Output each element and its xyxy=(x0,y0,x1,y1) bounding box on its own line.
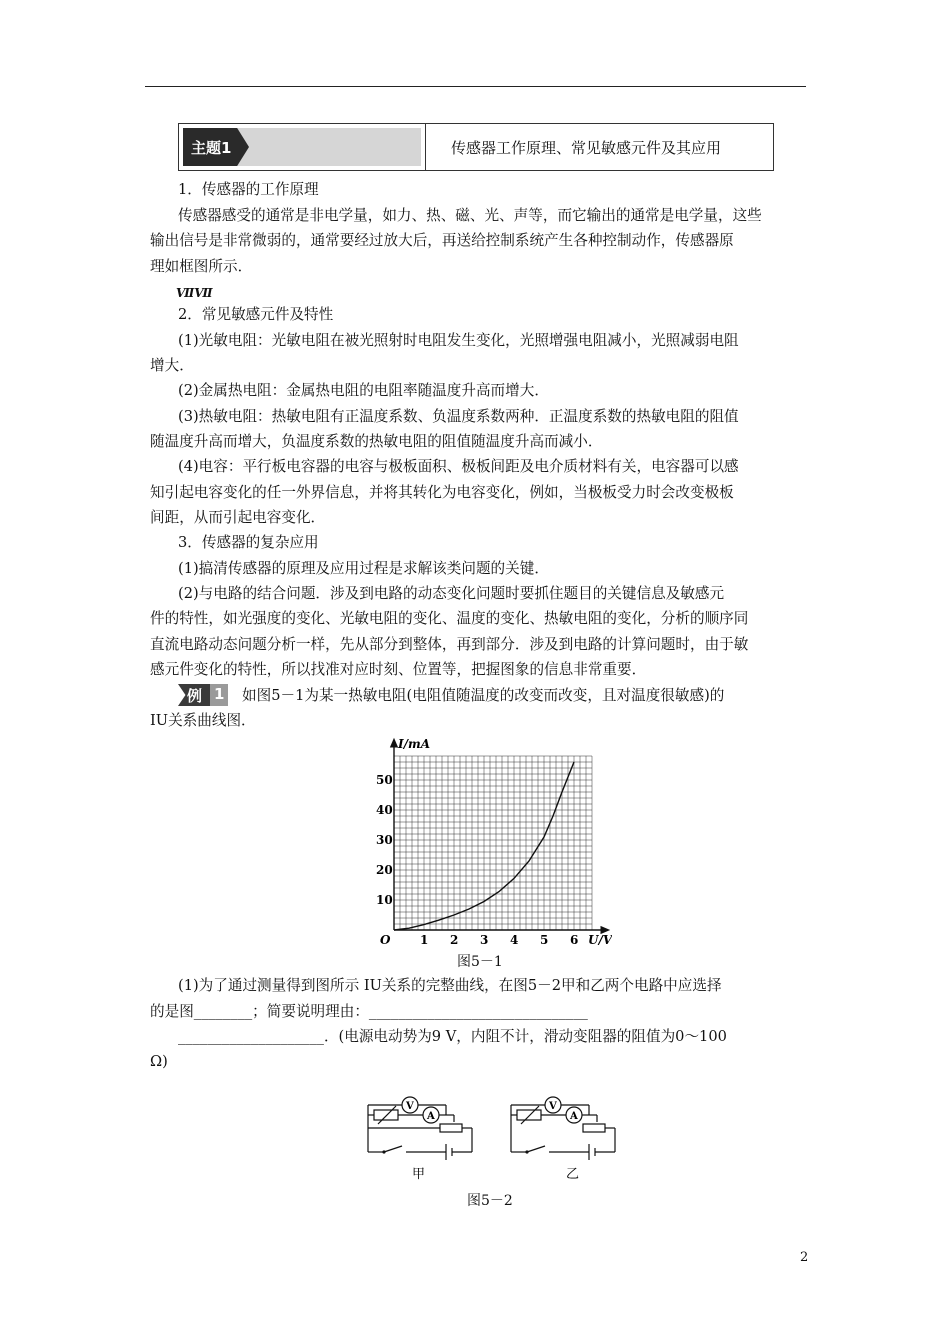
x-tick-label: 4 xyxy=(510,933,519,945)
circuit-right-label: 乙 xyxy=(566,1167,580,1180)
paragraph-line: 直流电路动态问题分析一样，先从部分到整体，再到部分．涉及到电路的计算问题时，由于敏 xyxy=(150,636,749,653)
y-tick-label: 40 xyxy=(376,803,393,817)
section-tag: 主题1 xyxy=(191,139,232,157)
paragraph-line: 输出信号是非常微弱的，通常要经过放大后，再送给控制系统产生各种控制动作，传感器原 xyxy=(150,232,734,249)
paragraph-line: (4)电容：平行板电容器的电容与极板面积、极板间距及电介质材料有关，电容器可以感 xyxy=(178,458,739,475)
x-tick-label: 2 xyxy=(450,933,459,945)
x-tick-label: 1 xyxy=(420,933,429,945)
banner-divider xyxy=(425,124,426,170)
paragraph-line: (1)搞清传感器的原理及应用过程是求解该类问题的关键． xyxy=(178,560,549,577)
origin-label: O xyxy=(380,933,391,945)
example-text: 如图5－1为某一热敏电阻(电阻值随温度的改变而改变，且对温度很敏感)的 xyxy=(242,687,725,704)
example-label: 例 xyxy=(187,687,203,705)
paragraph-line: 传感器感受的通常是非电学量，如力、热、磁、光、声等，而它输出的通常是电学量，这些 xyxy=(178,207,762,224)
ammeter-label: A xyxy=(427,1111,435,1122)
voltmeter-label: V xyxy=(549,1101,557,1112)
example-number: 1 xyxy=(214,685,225,703)
y-tick-label: 10 xyxy=(376,893,393,907)
x-axis-label: U/V xyxy=(588,933,612,945)
ammeter-label: A xyxy=(570,1111,578,1122)
paragraph-line: 理如框图所示． xyxy=(150,258,253,275)
x-tick-label: 3 xyxy=(480,933,489,945)
section-title: 传感器工作原理、常见敏感元件及其应用 xyxy=(451,139,722,157)
question-text: ____________________．(电源电动势为9 V，内阻不计，滑动变阻器的阻值为0～100 xyxy=(178,1028,727,1045)
circuit-right xyxy=(503,1080,628,1180)
example-text: IU关系曲线图． xyxy=(150,712,256,729)
circuit-left-label: 甲 xyxy=(412,1167,426,1180)
paragraph-line: (3)热敏电阻：热敏电阻有正温度系数、负温度系数两种．正温度系数的热敏电阻的阻值 xyxy=(178,408,739,425)
y-tick-label: 30 xyxy=(376,833,393,847)
paragraph-line: 知引起电容变化的任一外界信息，并将其转化为电容变化，例如，当极板受力时会改变极板 xyxy=(150,484,734,501)
heading-application: 3．传感器的复杂应用 xyxy=(178,534,319,551)
paragraph-line: 增大． xyxy=(150,357,194,374)
question-text: 的是图________；简要说明理由：______________________________ xyxy=(150,1003,588,1020)
paragraph-line: (1)光敏电阻：光敏电阻在被光照射时电阻发生变化，光照增强电阻减小，光照减弱电阻 xyxy=(178,332,739,349)
figure-caption-1: 图5－1 xyxy=(457,954,503,970)
x-tick-label: 5 xyxy=(540,933,549,945)
paragraph-line: 感元件变化的特性，所以找准对应时刻、位置等，把握图象的信息非常重要． xyxy=(150,661,647,678)
paragraph-line: (2)与电路的结合问题．涉及到电路的动态变化问题时要抓住题目的关键信息及敏感元 xyxy=(178,585,725,602)
chart-ticks xyxy=(376,773,578,945)
section-banner xyxy=(178,123,774,171)
x-tick-label: 6 xyxy=(570,933,579,945)
page-number: 2 xyxy=(800,1250,809,1265)
y-tick-label: 50 xyxy=(376,773,393,787)
heading-principle: 1．传感器的工作原理 xyxy=(178,181,319,198)
diagram-placeholder: ⅦⅦ xyxy=(176,286,213,300)
header-rule xyxy=(145,86,806,87)
example-tag xyxy=(178,684,228,706)
paragraph-line: 随温度升高而增大，负温度系数的热敏电阻的阻值随温度升高而减小． xyxy=(150,433,603,450)
question-text: (1)为了通过测量得到图所示 IU关系的完整曲线，在图5－2甲和乙两个电路中应选择 xyxy=(178,977,722,994)
paragraph-line: 件的特性，如光强度的变化、光敏电阻的变化、温度的变化、热敏电阻的变化，分析的顺序同 xyxy=(150,610,749,627)
figure-caption-2: 图5－2 xyxy=(467,1193,513,1209)
chart-grid xyxy=(394,756,592,930)
question-text: Ω) xyxy=(150,1053,168,1070)
section-tag-background xyxy=(183,128,421,166)
paragraph-line: 间距，从而引起电容变化． xyxy=(150,509,326,526)
heading-elements: 2．常见敏感元件及特性 xyxy=(178,306,334,323)
circuit-left xyxy=(360,1080,485,1180)
paragraph-line: (2)金属热电阻：金属热电阻的电阻率随温度升高而增大． xyxy=(178,382,549,399)
voltmeter-label: V xyxy=(406,1101,414,1112)
y-tick-label: 20 xyxy=(376,863,393,877)
iu-chart xyxy=(372,730,612,945)
y-axis-label: I/mA xyxy=(398,737,431,751)
